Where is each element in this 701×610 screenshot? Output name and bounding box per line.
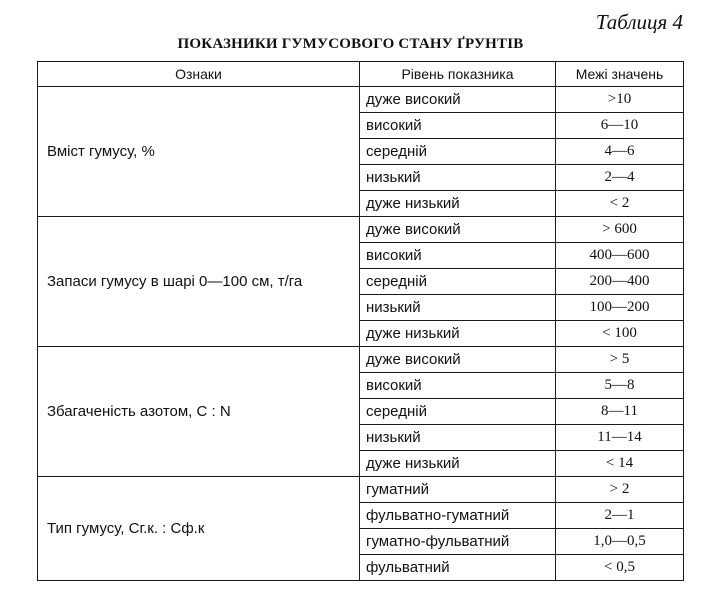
table-caption: Таблиця 4 [595, 10, 683, 34]
table-title: ПОКАЗНИКИ ГУМУСОВОГО СТАНУ ҐРУНТІВ [177, 36, 524, 52]
level-cell: середній [360, 269, 556, 295]
level-cell: дуже високий [360, 217, 556, 243]
level-cell: високий [360, 243, 556, 269]
range-cell: 5—8 [556, 373, 684, 399]
sign-cell: Збагаченість азотом, C : N [38, 347, 360, 477]
range-cell: 200—400 [556, 269, 684, 295]
range-cell: 6—10 [556, 113, 684, 139]
level-cell: середній [360, 139, 556, 165]
range-cell: 8—11 [556, 399, 684, 425]
level-cell: високий [360, 373, 556, 399]
level-cell: фульватно-гуматний [360, 503, 556, 529]
header-range: Межі значень [556, 62, 684, 87]
level-cell: дуже високий [360, 87, 556, 113]
level-cell: середній [360, 399, 556, 425]
level-cell: фульватний [360, 555, 556, 581]
level-cell: дуже низький [360, 191, 556, 217]
range-cell: < 0,5 [556, 555, 684, 581]
range-cell: < 100 [556, 321, 684, 347]
level-cell: дуже високий [360, 347, 556, 373]
level-cell: низький [360, 295, 556, 321]
header-sign: Ознаки [38, 62, 360, 87]
level-cell: високий [360, 113, 556, 139]
level-cell: дуже низький [360, 321, 556, 347]
range-cell: < 2 [556, 191, 684, 217]
table-body [38, 87, 684, 581]
range-cell: 2—4 [556, 165, 684, 191]
level-cell: низький [360, 425, 556, 451]
table-row [38, 347, 684, 373]
level-cell: гуматний [360, 477, 556, 503]
table-row [38, 217, 684, 243]
table-row [38, 87, 684, 113]
header-row [38, 62, 684, 87]
range-cell: 4—6 [556, 139, 684, 165]
level-cell: дуже низький [360, 451, 556, 477]
range-cell: 400—600 [556, 243, 684, 269]
level-cell: низький [360, 165, 556, 191]
range-cell: 11—14 [556, 425, 684, 451]
table-row [38, 477, 684, 503]
sign-cell: Тип гумусу, Сг.к. : Сф.к [38, 477, 360, 581]
range-cell: 100—200 [556, 295, 684, 321]
sign-cell: Запаси гумусу в шарі 0—100 см, т/га [38, 217, 360, 347]
range-cell: > 600 [556, 217, 684, 243]
range-cell: >10 [556, 87, 684, 113]
range-cell: > 2 [556, 477, 684, 503]
range-cell: < 14 [556, 451, 684, 477]
level-cell: гуматно-фульватний [360, 529, 556, 555]
header-level: Рівень показника [360, 62, 556, 87]
sign-cell: Вміст гумусу, % [38, 87, 360, 217]
humus-indicators-table [37, 61, 684, 581]
range-cell: 1,0—0,5 [556, 529, 684, 555]
range-cell: > 5 [556, 347, 684, 373]
range-cell: 2—1 [556, 503, 684, 529]
